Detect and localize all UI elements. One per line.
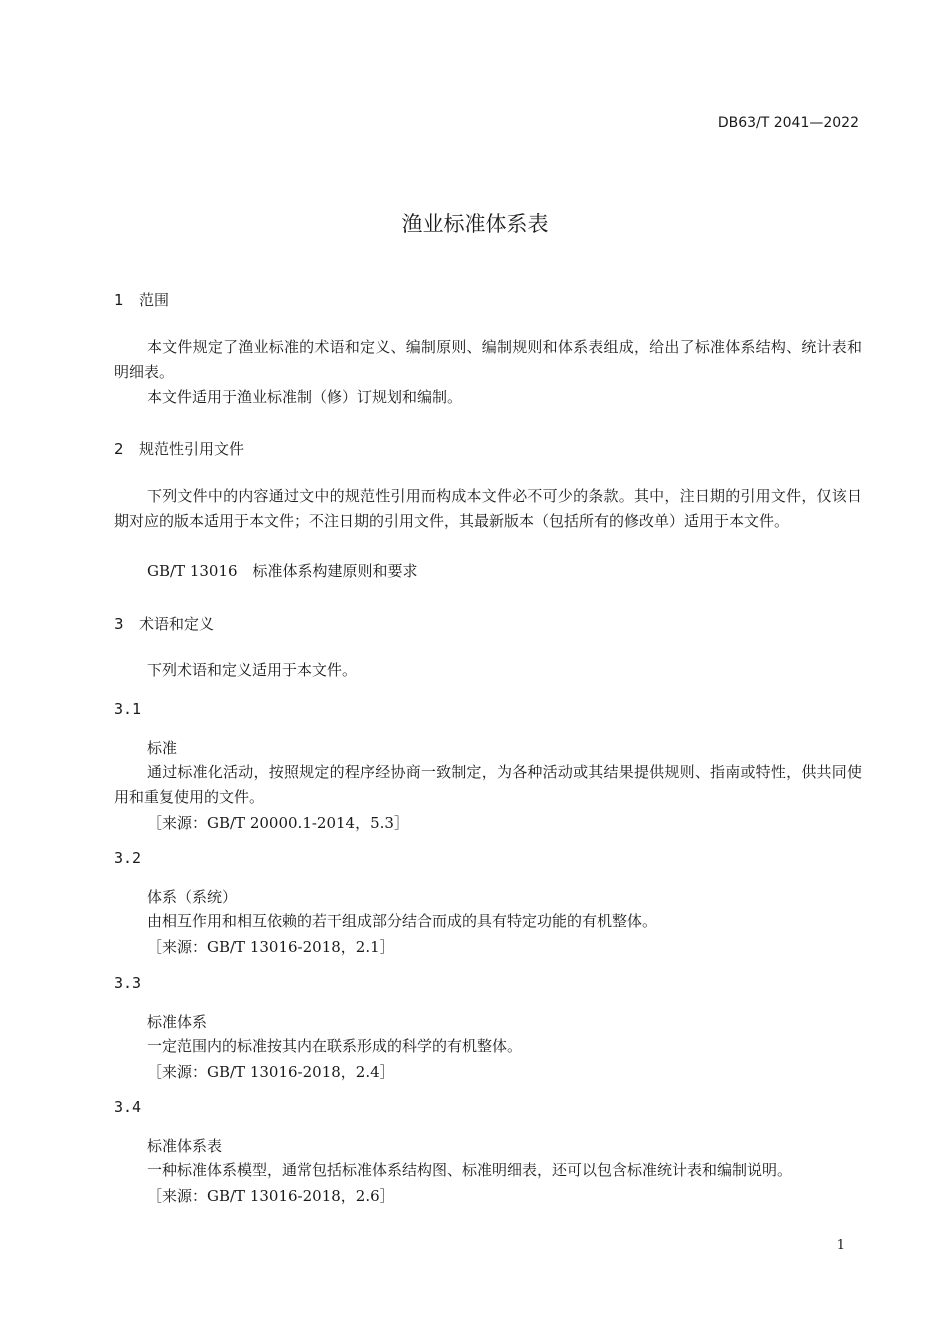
normative-reference-item: GB/T 13016 标准体系构建原则和要求: [147, 562, 418, 580]
section-number: 1: [114, 291, 124, 309]
document-code: DB63/T 2041—2022: [717, 115, 859, 131]
section-heading-scope: [114, 289, 169, 310]
section-number: 3: [114, 615, 124, 633]
term-number: 3.3: [114, 974, 142, 992]
section-title: 术语和定义: [139, 615, 215, 633]
term-definition: 一种标准体系模型，通常包括标准体系结构图、标准明细表，还可以包含标准统计表和编制说明。: [147, 1161, 793, 1179]
terms-intro: 下列术语和定义适用于本文件。: [147, 661, 358, 679]
term-title: 标准体系表: [147, 1137, 223, 1155]
section-heading-normative-references: [114, 438, 244, 459]
section-title: 范围: [139, 291, 170, 309]
term-number: 3.4: [114, 1098, 142, 1116]
section-heading-terms: [114, 613, 214, 634]
section-title: 规范性引用文件: [139, 440, 245, 458]
page-title: 渔业标准体系表: [401, 212, 549, 236]
section-number: 2: [114, 440, 124, 458]
term-source: ［来源：GB/T 20000.1-2014，5.3］: [147, 814, 409, 832]
scope-paragraph-1: 本文件规定了渔业标准的术语和定义、编制原则、编制规则和体系表组成，给出了标准体系结构、统计表和明细表。: [114, 338, 862, 381]
term-title: 标准: [147, 739, 178, 757]
normative-paragraph: 下列文件中的内容通过文中的规范性引用而构成本文件必不可少的条款。其中，注日期的引用文件，仅该日期对应的版本适用于本文件；不注日期的引用文件，其最新版本（包括所有的修改单）适用于本文件。: [114, 487, 862, 530]
term-definition: 通过标准化活动，按照规定的程序经协商一致制定，为各种活动或其结果提供规则、指南或特性，供共同使用和重复使用的文件。: [114, 763, 862, 806]
term-title: 标准体系: [147, 1013, 208, 1031]
term-source: ［来源：GB/T 13016-2018，2.6］: [147, 1187, 395, 1205]
scope-paragraph-2: 本文件适用于渔业标准制（修）订规划和编制。: [147, 388, 463, 406]
term-source: ［来源：GB/T 13016-2018，2.4］: [147, 1063, 395, 1081]
term-number: 3.1: [114, 700, 142, 718]
term-title: 体系（系统）: [147, 888, 238, 906]
term-definition: 由相互作用和相互依赖的若干组成部分结合而成的具有特定功能的有机整体。: [147, 912, 658, 930]
term-definition: 一定范围内的标准按其内在联系形成的科学的有机整体。: [147, 1037, 523, 1055]
page-number: 1: [836, 1238, 845, 1253]
term-number: 3.2: [114, 849, 142, 867]
term-source: ［来源：GB/T 13016-2018，2.1］: [147, 938, 395, 956]
